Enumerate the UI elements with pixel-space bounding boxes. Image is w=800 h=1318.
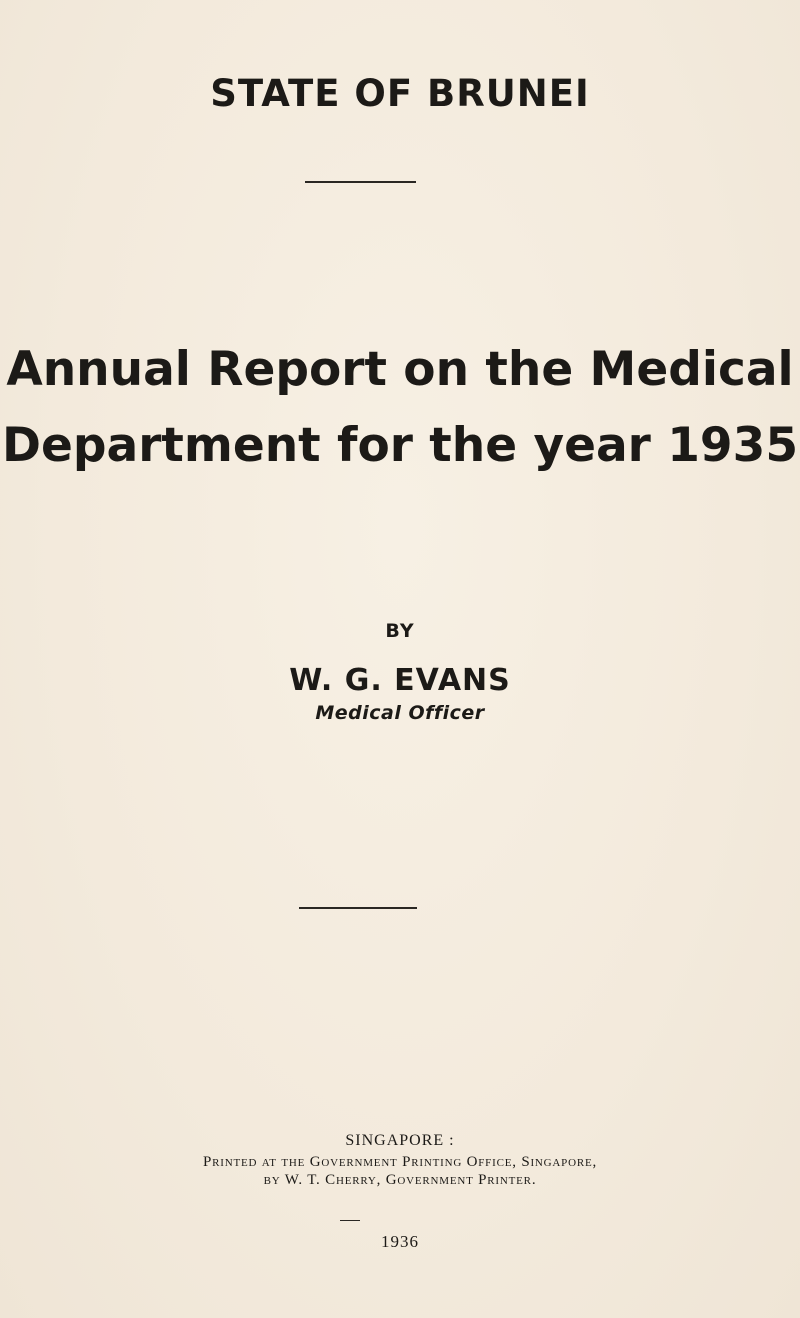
imprint-place: SINGAPORE :	[345, 1132, 455, 1149]
report-title-line-2: Department for the year 1935	[1, 418, 799, 473]
by-label: BY	[385, 620, 415, 642]
author-role: Medical Officer	[315, 702, 485, 724]
middle-divider	[299, 907, 417, 909]
imprint-printed-line-1: Printed at the Government Printing Office, Singapore,	[202, 1154, 598, 1170]
state-title: STATE OF BRUNEI	[210, 72, 590, 115]
top-divider	[305, 181, 416, 183]
imprint-printed-line-2: by W. T. Cherry, Government Printer.	[263, 1172, 537, 1188]
report-title-line-1: Annual Report on the Medical	[6, 342, 794, 397]
imprint-year: 1936	[381, 1232, 419, 1251]
author-name: W. G. EVANS	[289, 663, 511, 698]
year-divider	[340, 1220, 360, 1221]
report-title	[0, 332, 800, 484]
